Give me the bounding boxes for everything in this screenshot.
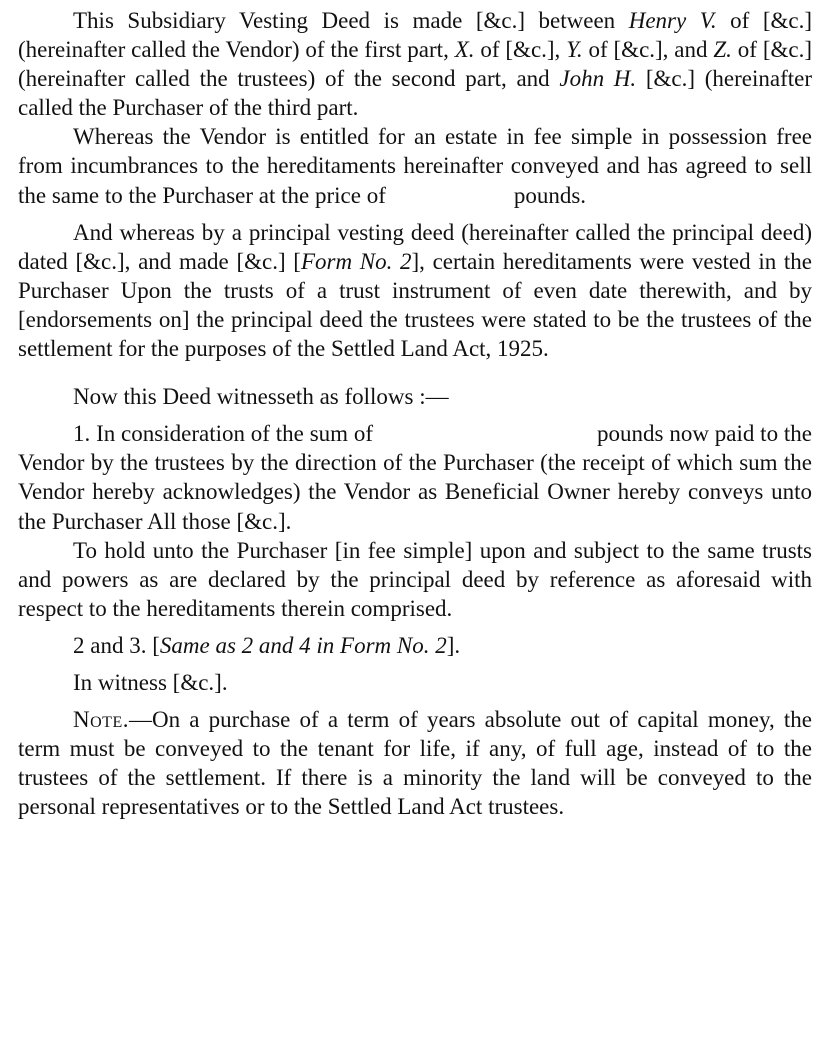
paragraph-parties — [18, 6, 812, 122]
parties-text-a: This Subsidiary Vesting Deed is made [&c.] between — [73, 8, 629, 33]
parties-text-b: of [&c.] (hereinafter called the Vendor) of the first part, — [18, 8, 812, 63]
recital-principal-text-b: ], certain hereditaments were vested in the Purchaser Upon the trusts of a trust instrument of even date therewith, and by [endorsements on] the principal deed the trustees were stated to be the trustees of the settlement for the purposes of the Settled Land Act, 1925. — [18, 248, 812, 362]
paragraph-recital-sale — [18, 122, 812, 209]
clauses-2-3-reference: Same as 2 and 4 in Form No. 2 — [159, 632, 447, 658]
paragraph-habendum: To hold unto the Purchaser [in fee simple] upon and subject to the same trusts and powers as are declared by the principal deed by reference as aforesaid with respect to the hereditaments therein comprised. — [18, 537, 812, 621]
parties-text-d: of [&c.], and — [582, 37, 714, 63]
trustee-y: Y. — [566, 37, 583, 63]
paragraph-note — [18, 705, 812, 821]
paragraph-testimonium: In witness [&c.]. — [73, 669, 228, 695]
parties-text-e: of [&c.] (hereinafter called the trustees) of the second part, and — [18, 37, 812, 92]
trustee-x: X. — [454, 37, 475, 63]
deed-text — [18, 6, 812, 821]
clauses-2-3-text-a: 2 and 3. [ — [73, 632, 160, 658]
purchaser-name: John H. — [559, 66, 637, 92]
recital-principal-text-a: And whereas by a principal vesting deed (hereinafter called the principal deed) dated [&c.], and made [&c.] [ — [18, 219, 812, 274]
paragraph-clauses-2-3 — [18, 631, 812, 660]
clause-1-text-a: 1. In consideration of the sum of — [73, 421, 374, 447]
clause-1-text-b: pounds now paid to the Vendor by the trustees by the direction of the Purchaser (the receipt of which sum the Vendor hereby acknowledges) the Vendor as Beneficial Owner hereby conveys unto the Purchaser All those [&c.]. — [18, 421, 813, 534]
paragraph-clause-1 — [18, 419, 812, 535]
recital-sale-pounds: pounds. — [513, 182, 587, 208]
vendor-name: Henry V. — [628, 8, 717, 33]
paragraph-witnesseth: Now this Deed witnesseth as follows :— — [73, 384, 449, 410]
clauses-2-3-text-b: ]. — [446, 632, 461, 658]
paragraph-recital-principal-deed — [18, 218, 812, 363]
parties-text-c: of [&c.], — [474, 37, 567, 63]
parties-text-f: [&c.] (hereinafter called the Purchaser of the third part. — [18, 66, 813, 121]
trustee-z: Z. — [713, 37, 732, 63]
recital-sale-text: Whereas the Vendor is entitled for an estate in fee simple in possession free from incumbrances to the hereditaments hereinafter conveyed and has agreed to sell the same to the Purchaser at the price of — [18, 124, 812, 208]
form-reference: Form No. 2 — [300, 248, 412, 274]
note-text: —On a purchase of a term of years absolute out of capital money, the term must be conveyed to the tenant for life, if any, of full age, instead of to the trustees of the settlement. If there is a minority the land will be conveyed to the personal representatives or to the Settled Land Act trustees. — [18, 707, 812, 820]
note-label: Note. — [73, 707, 129, 733]
